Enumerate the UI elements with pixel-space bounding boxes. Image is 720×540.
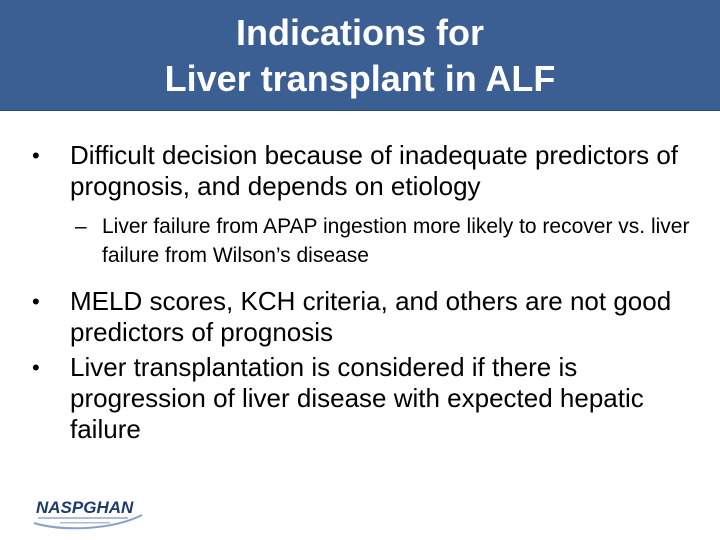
sub-bullet-marker: – bbox=[75, 215, 87, 238]
bullet-text: MELD scores, KCH criteria, and others are not good predictors of prognosis bbox=[70, 286, 672, 347]
slide-body bbox=[0, 140, 720, 445]
bullet-item-1 bbox=[32, 140, 700, 202]
bullet-item-2 bbox=[32, 286, 700, 348]
bullet-marker: • bbox=[32, 143, 40, 168]
slide-title-line-1: Indications for bbox=[235, 12, 484, 53]
sub-bullet-item-1 bbox=[75, 212, 692, 270]
logo-text: NASPGHAN bbox=[36, 498, 134, 517]
bullet-text: Difficult decision because of inadequate predictors of prognosis, and depends on etiology bbox=[70, 140, 679, 201]
bullet-item-3 bbox=[32, 352, 700, 445]
logo-tagline-bar-2 bbox=[60, 522, 110, 524]
bullet-marker: • bbox=[32, 289, 40, 314]
slide-title-line-2: Liver transplant in ALF bbox=[164, 58, 556, 99]
naspghan-logo bbox=[30, 493, 150, 533]
logo-tagline-bar bbox=[38, 517, 128, 519]
sub-bullet-text: Liver failure from APAP ingestion more likely to recover vs. liver failure from Wilson’s disease bbox=[102, 215, 690, 267]
bullet-text: Liver transplantation is considered if there is progression of liver disease with expected hepatic failure bbox=[70, 352, 644, 444]
title-banner bbox=[0, 0, 720, 111]
bullet-marker: • bbox=[32, 355, 40, 380]
